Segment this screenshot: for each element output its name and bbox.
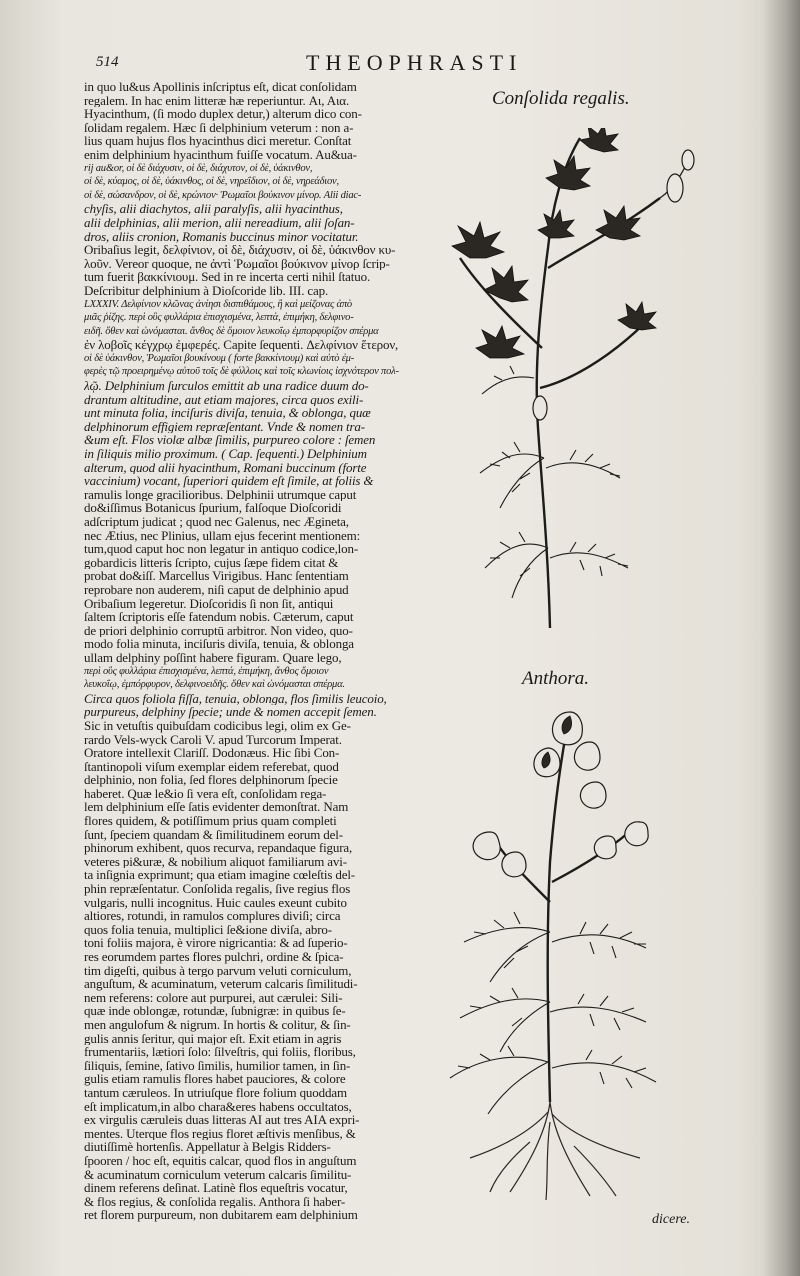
text-line: drantum altitudine, aut etiam majores, circa quos exili- xyxy=(84,392,364,407)
text-line: gobardicis litteris ſcripto, cujus ſæpe fidem citat & xyxy=(84,555,339,570)
anthora-illustration xyxy=(420,702,680,1202)
text-line: reprobare non auderem, niſi caput de delphinio apud xyxy=(84,582,349,597)
text-line: gulis annis ſeritur, qui major eſt. Exit etiam in agris xyxy=(84,1031,342,1046)
text-line: enim delphinium hyacinthum fuiſſe vocatum. Au&ua- xyxy=(84,147,357,162)
text-line: adſcriptum judicat ; quod nec Galenus, nec Ægineta, xyxy=(84,515,349,529)
text-line: do&iſſimus Botanicus ſpurium, falſoque Dioſcoridi xyxy=(84,501,342,515)
text-line: flores quidem, & potiſſimum prius quam completi xyxy=(84,814,337,828)
text-line: λευκοΐῳ, ἐμπόρφυρον, δελφινοειδῆς. ὅθεν καὶ ὠνόμασται σπέρμα. xyxy=(84,679,345,691)
text-column xyxy=(84,80,412,1240)
text-line: alii delphinias, alii merion, alii nereadium, alii ſoſan- xyxy=(84,215,355,230)
text-line: οἱ δὲ, σώσανδρον, οἱ δὲ, κρώνιον· Ῥωμαῖοι βούκινον μίνορ. Alii diac- xyxy=(84,189,362,201)
text-line: frumentariis, lætiori ſolo: ſilveſtris, qui foliis, floribus, xyxy=(84,1045,356,1059)
text-line: in ſiliquis milio proximum. ( Cap. ſequenti.) Delphinium xyxy=(84,447,367,461)
text-line: ſolidam regalem. Hæc ſi delphinium veterum : non a- xyxy=(84,120,354,135)
text-line: chyſis, alii diachytos, alii paralyſis, alii hyacinthus, xyxy=(84,202,343,216)
text-line: de priori delphinio corruptū arbitror. Non video, quo- xyxy=(84,623,353,638)
text-line: Deſcribitur delphinium à Dioſcoride lib. III. cap. xyxy=(84,283,329,298)
text-line: res eorumdem partes flores pulchri, ordine & ſpica- xyxy=(84,950,344,964)
text-line: unt minuta folia, inciſuris diviſa, tenuia, & oblonga, quæ xyxy=(84,406,371,420)
text-line: ullam delphiny poſſint habere figuram. Quare lego, xyxy=(84,650,342,665)
text-line: in quo lu&us Apollinis inſcriptus eſt, dicat conſolidam xyxy=(84,80,357,94)
text-line: lem delphinium eſſe ſatis evidenter demonſtrat. Nam xyxy=(84,800,349,815)
text-line: LXXXIV. Δελφίνιον κλῶνας ἀνίησι δισπιθάμους, ἢ καὶ μείζονας ἀπὸ xyxy=(84,298,352,310)
text-line: mentes. Uterque flos regius floret æſtivis menſibus, & xyxy=(84,1126,356,1141)
text-line: toni foliis majora, è virore nigricantia: & ad ſuperio- xyxy=(84,936,348,950)
text-line: quos folia tenuia, multiplici ſe&ione diviſa, abro- xyxy=(84,922,332,937)
text-line: ret florem purpureum, non dubitarem eam delphinium xyxy=(84,1208,358,1222)
text-line: λῷ. Delphinium ſurculos emittit ab una radice duum do- xyxy=(84,379,369,393)
text-line: haberet. Quæ le&io ſi vera eſt, conſolidam rega- xyxy=(84,786,327,801)
text-line: eſt implicatum,in albo chara&eres habens occultatos, xyxy=(84,1099,352,1114)
text-line: delphinio, non folia, ſed flores delphinorum ſpecie xyxy=(84,773,338,787)
text-line: ramulis longe gracilioribus. Delphinii utrumque caput xyxy=(84,487,357,502)
running-title: THEOPHRASTI xyxy=(306,50,523,75)
text-line: Sic in vetuſtis quibuſdam codicibus legi, olim ex Ge- xyxy=(84,718,351,733)
text-line: vaccinium) vocant, ſuperiori quidem eſt ſimile, at foliis & xyxy=(84,474,374,488)
text-line: Circa quos foliola fiſſa, tenuia, oblonga, flos ſimilis leucoio, xyxy=(84,691,387,706)
text-line: Hyacinthum, (ſi modo duplex detur,) alterum dico con- xyxy=(84,107,362,121)
figure-title-anthora: Anthora. xyxy=(522,668,590,689)
text-line: dinem referens deſinat. Latinè flos equeſtris vocatur, xyxy=(84,1181,348,1195)
text-line: phinorum exhibent, quos recurva, repandaque figura, xyxy=(84,841,353,855)
text-line: modo folia minuta, inciſuris diviſa, tenuia, & oblonga xyxy=(84,637,354,651)
text-line: περὶ οὓς φυλλάρια ἐπισχισμένα, λεπτά, ἐπιμήκη, ἄνθος ὅμοιον xyxy=(84,665,329,677)
text-line: tantum cæruleos. In utriuſque flore folium quoddam xyxy=(84,1085,347,1100)
text-line: nec Ætius, nec Plinius, ullam ejus fecerint mentionem: xyxy=(84,528,361,543)
text-line: rij au&or, οἱ δὲ διάχυσιν, οἱ δὲ, διάχυτον, οἱ δὲ, ὑάκινθον, xyxy=(84,162,313,174)
text-line: altiores, rotundi, in ramulos complures diviſi; circa xyxy=(84,909,341,923)
text-line: quæ inde oblongæ, rotundæ, ſubnigræ: in quibus ſe- xyxy=(84,1004,346,1018)
text-line: ta inſignia exprimunt; qua etiam imagine cœleſtis del- xyxy=(84,868,355,883)
consolida-regalis-illustration xyxy=(430,128,710,638)
text-line: ſaltem ſcriptoris eſſe fatendum nobis. Cæterum, caput xyxy=(84,610,354,624)
text-line: οἱ δὲ, κύαμος, οἱ δὲ, ὑάκινθος, οἱ δὲ, νηρεΐδιον, οἱ δὲ, νηρεάδιον, xyxy=(84,176,339,188)
text-line: Oribaſius legit, δελφίνιον, οἱ δὲ, διάχυσιν, οἱ δὲ, ὑάκινθον κυ- xyxy=(84,243,396,257)
figure-title-consolida: Conſolida regalis. xyxy=(492,88,630,109)
book-spine-shadow xyxy=(762,0,800,1276)
text-line: tum,quod caput hoc non legatur in antiquo codice,lon- xyxy=(84,542,359,556)
text-line: Oribaſium legeretur. Dioſcoridis ſi non ſit, antiqui xyxy=(84,596,334,611)
page-header xyxy=(96,50,746,80)
text-line: veteres pi&uræ, & nobilium aliquot familiarum avi- xyxy=(84,854,347,869)
text-line: ſpooren / hoc eſt, equitis calcar, quod flos in anguſtum xyxy=(84,1153,357,1168)
text-line: vulgaris, nulli incognitus. Huic caules exeunt cubito xyxy=(84,895,347,910)
text-line: μιᾶς ῥίζης. περὶ οὓς φυλλάρια ἐπισχισμένα, λεπτὰ, ἐπιμήκη, δελφινο- xyxy=(84,312,354,324)
text-line: ſunt, ſpeciem quandam & ſimilitudinem eorum del- xyxy=(84,827,343,842)
text-line: probat do&iſſ. Marcellus Virigibus. Hanc ſententiam xyxy=(84,569,349,583)
catchword: dicere. xyxy=(652,1212,690,1227)
page-number: 514 xyxy=(96,54,119,70)
text-line: gulis etiam ramulis flores habet pauciores, & colore xyxy=(84,1072,346,1086)
text-line: ex virgulis cæruleis duas litteras AI aut tres AIA expri- xyxy=(84,1113,360,1127)
text-line: men angulofum & nigrum. In hortis & colitur, & ſin- xyxy=(84,1017,351,1032)
text-line: & acuminatum corniculum veterum calcaris ſimilitu- xyxy=(84,1167,352,1182)
text-line: ſiliquis, ſemine, ſativo ſimilis, humilior tamen, in ſin- xyxy=(84,1058,351,1073)
text-line: λοῦν. Vereor quoque, ne ἀντὶ Ῥωμαῖοι βούκινον μίνορ ſcrip- xyxy=(84,256,390,271)
text-line: regalem. In hac enim litteræ hæ reperiuntur. Αι, Αια. xyxy=(84,93,350,108)
text-line: dros, aliis cronion, Romanis buccinus minor vocitatur. xyxy=(84,229,359,244)
text-line: diutiſſimè hortenſis. Appellatur à Belgis Ridders- xyxy=(84,1140,331,1154)
text-line: ſtantinopoli viſum exemplar eidem referebat, quod xyxy=(84,759,339,774)
text-line: οἱ δὲ ὑάκινθον, Ῥωμαῖοι βουκίνουμ ( forte βακκίνιουμ) καὶ αὐτὸ ἐμ- xyxy=(84,352,355,364)
text-line: tum fuerit βακκίνιουμ. Sed in re incerta certi nihil ſtatuo. xyxy=(84,270,371,284)
text-line: lius quam hujus flos hyacinthus dici meretur. Conſtat xyxy=(84,134,352,148)
text-line: ειδῆ. ὅθεν καὶ ὠνόμασται. ἄνθος δὲ ὅμοιον λευκοΐῳ ἐμπορφυρίζον σπέρμα xyxy=(84,325,379,337)
text-line: purpureus, delphiny ſpecie; unde & nomen accepit ſemen. xyxy=(84,705,377,719)
text-line: &um eſt. Flos violæ albæ ſimilis, purpureo colore : ſemen xyxy=(84,433,376,448)
text-line: & flos regius, & conſolida regalis. Anthora ſi haber- xyxy=(84,1194,346,1209)
text-line: anguſtum, & acuminatum, veterum calcaris ſimilitudi- xyxy=(84,977,358,991)
text-line: delphinorum effigiem repræſentant. Vnde & nomen tra- xyxy=(84,419,365,434)
text-line: nem referens: colore aut purpurei, aut cærulei: Sili- xyxy=(84,990,343,1005)
text-line: rardo Vels-wyck Caroli V. apud Turcorum Imperat. xyxy=(84,732,342,747)
text-line: phin repræſentatur. Conſolida regalis, ſive regius flos xyxy=(84,882,351,896)
text-line: alterum, quod alii hyacinthum, Romani buccinum (forte xyxy=(84,460,367,475)
text-line: ἐν λοβοῖς κέγχρῳ ἐμφερές. Capite ſequenti. Δελφίνιον ἕτερον, xyxy=(84,338,399,352)
text-line: Oratore intellexit Clariſſ. Dodonæus. Hic ſibi Con- xyxy=(84,746,340,760)
text-line: tim digeſti, quibus à tergo parvum veluti corniculum, xyxy=(84,963,352,978)
text-line: φερὲς τῷ προειρημένῳ αὐτοῦ τοῖς δὲ φύλλοις καὶ τοῖς κλωνίοις ἰσχνότερον πολ- xyxy=(84,366,399,378)
